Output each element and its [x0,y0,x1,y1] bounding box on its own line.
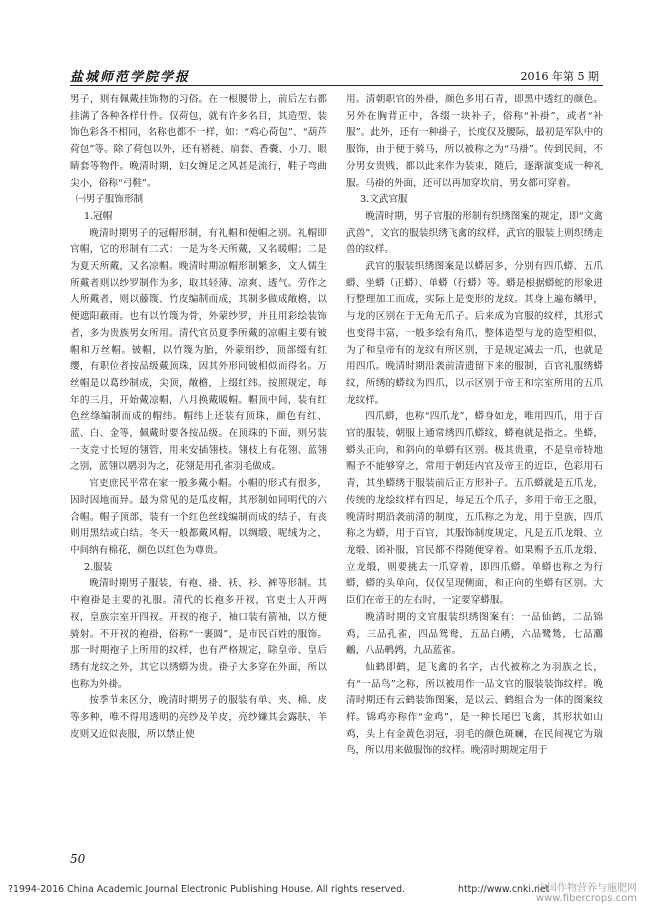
paragraph: 四爪蟒，也称“四爪龙”，蟒身如龙，唯用四爪，用于百官的服装，朝服上通常绣四爪蟒纹，蟒袍就是指之。坐蟒，蟒头正向，和斜向的单蟒有区别。极其贵重，不是皇帝特地赐予不能够穿之，常用于朝廷内官及帝王的近臣，色彩用石青，其坐蟒绣于服装前后正方形补子。五爪蟒就是五爪龙，传统的龙绘纹样有四足，每足五个爪子，多用于帝王之服，晚清时期沿袭前清的制度，五爪称之为龙，用于皇族，四爪称之为蟒，用于百官，其服饰制度规定，凡是五爪龙缎、立龙缎、团补服，官民都不得随便穿着。如果赐予五爪龙缎、立龙缎，则要挑去一爪穿着，即四爪蟒。单蟒也称之为行蟒，蟒的头单向，仅仅呈现侧面，和正向的坐蟒有区别。大臣们在帝王的左右时，一定要穿蟒服。 [346,411,603,607]
subsection-heading: 2.服装 [84,561,113,573]
paragraph: 官吏庶民平常在家一般多戴小帽。小帽的形式有很多，因时因地而异。最为常见的是瓜皮帽，其形制如同明代的六合帽。帽子顶部，装有一个红色丝线编制而成的结子，有丧则用黑结或白结。冬天一般都戴风帽，以绸缎、呢绒为之，中间纳有棉花，颜色以红色为尊贵。 [70,478,327,556]
source-link[interactable]: http://www.cnki.net [458,884,550,895]
paragraph: 晚清时期的文官服装织绣图案有：一品仙鹤，二品锦鸡，三品孔雀，四品鸳鸯，五品白鹇，六品鹭鸶，七品鸂鶒，八品鹌鹑，九品蓝雀。 [346,611,603,657]
paragraph: 仙鹤即鹤，是飞禽的名字，古代被称之为羽族之长，有“一品鸟”之称，所以被用作一品文官的服装装饰纹样。晚清时期还有云鹤装饰图案，是以云、鹤组合为一体的图案纹样。锦鸡亦称作“金鸡”，是一种长尾巴飞禽，其形状如山鸡，头上有金黄色羽冠，羽毛的颜色斑斓，在民间视它为瑞鸟，所以用来做服饰的纹样。晚清时期规定用于 [346,661,603,757]
paragraph: 按季节来区分，晚清时期男子的服装有单、夹、棉、皮等多种，唯不得用透明的亮纱及羊皮，亮纱嫌其会露肤，羊皮则又近似丧服，所以禁止使 [70,695,327,740]
paragraph: 晚清时期男子服装，有袍、褂、袄、衫、裤等形制。其中袍褂是主要的礼服。清代的长袍多开衩，官吏士人开两衩，皇族宗室开四衩。开衩的袍子，袖口装有箭袖，以方便骑射。不开衩的袍褂，俗称“一裹圆”，是市民百姓的服饰。那一时期袍子上所用的纹样，也有严格规定，除皇帝、皇后绣有龙纹之外，其它以绣蟒为贵。褂子大多穿在外面，所以也称为外褂。 [70,578,327,690]
journal-header [70,62,603,84]
right-column [346,92,603,760]
page-number: 50 [70,852,86,866]
issue-info: 2016 年第 5 期 [520,70,599,83]
paragraph: 晚清时期，男子官服的形制有织绣图案的规定，即“文禽武兽”，文官的服装织绣飞禽的纹样，武官的服装上则织绣走兽的纹样。 [346,210,603,256]
header-divider [70,85,603,86]
paragraph: 男子，则有佩戴挂饰物的习俗。在一根腰带上，前后左右都挂满了各种各样什件。仅荷包，就有许多名目，其造型、装饰色彩各不相同，名称也都不一样，如：“鸡心荷包”、“葫芦荷包”等。除了荷包以外，还有褡裢、扇套、香囊、小刀、眼睛套等物件。晚清时期，妇女缠足之风甚是流行，鞋子弯曲尖小，俗称“弓鞋”。 [70,94,327,189]
subsection-heading: 1.冠帽 [84,210,113,222]
section-heading: ㈠男子服饰形制 [76,194,144,206]
journal-title: 盐城师范学院学报 [70,70,191,85]
copyright-notice: ?1994-2016 China Academic Journal Electronic Publishing House. All rights reserved. [8,884,406,895]
watermark-url: www.fibercrops.com [535,893,637,904]
left-column [70,92,327,743]
paragraph: 武官的服装织绣图案是以蟒居多，分别有四爪蟒、五爪蟒、坐蟒（正蟒）、单蟒（行蟒）等。蟒是根据蟒蛇的形象进行整理加工而成，实际上是变形的龙纹。其身上遍布鳞甲，与龙的区别在于无角无爪子。后来成为官服的纹样，其形式也变得丰富，一般多绘有角爪，整体造型与龙的造型相似，为了和皇帝有的龙纹有所区别，于是规定减去一爪，也就是用四爪。晚清时期沿袭前清遗留下来的服制，百官礼服绣蟒纹，所绣的蟒纹为四爪，以示区别于帝王和宗室所用的五爪龙纹样。 [346,261,603,406]
paragraph: 晚清时期男子的冠帽形制，有礼帽和便帽之别。礼帽即官帽，它的形制有二式：一是为冬天所戴，又名暖帽；二是为夏天所戴，又名凉帽。晚清时期凉帽形制繁多，文人儒生所戴者则以纱罗制作为多，取其轻薄、凉爽、透气。劳作之人所戴者，则以藤篾、竹皮编制而成，其制多做成敞檐，以便遮阳蔽雨。也有以竹篾为骨，外蒙纱罗，并且用彩绘装饰者，多为贵族男女所用。清代官员夏季所戴的凉帽主要有铍帽和万丝帽。铍帽，以竹篾为胎，外蒙绢纱，顶部缀有红缨，有职位者按品级戴顶珠，因其外形同铍相似而得名。万丝帽是以葛纱制成，尖顶，敞檐，上缀红纬。按照规定，每年的三月，开始戴凉帽，八月换戴暖帽。帽顶中间，装有红色丝绦编制而成的帽纬。帽纬上还装有顶珠，颜色有红、蓝、白、金等，佩戴时要各按品级。在顶珠的下面，则另装一支竞寸长短的翎管，用来安插翎枝。翎枝上有花翎、蓝翎之别，蓝翎以鹖羽为之，花翎是用孔雀羽毛做成。 [70,227,327,473]
watermark-text: 中国作物营养与施肥网 [537,883,637,894]
subsection-heading: 3.文武官服 [360,194,408,206]
paragraph: 用。清朝职官的外褂，颜色多用石青，即黑中透红的颜色。另外在胸背正中，各缀一块补子，俗称“补褂”，或者“补服”。此外，还有一种褂子，长度仅及腰际，最初是军队中的服饰，由于便于骑马，所以被称之为“马褂”。传到民间，不分男女贵贱，都以此来作为装束，随后，逐渐演变成一种礼服。马褂的外面，还可以再加穿坎肩，男女都可穿着。 [346,94,603,189]
